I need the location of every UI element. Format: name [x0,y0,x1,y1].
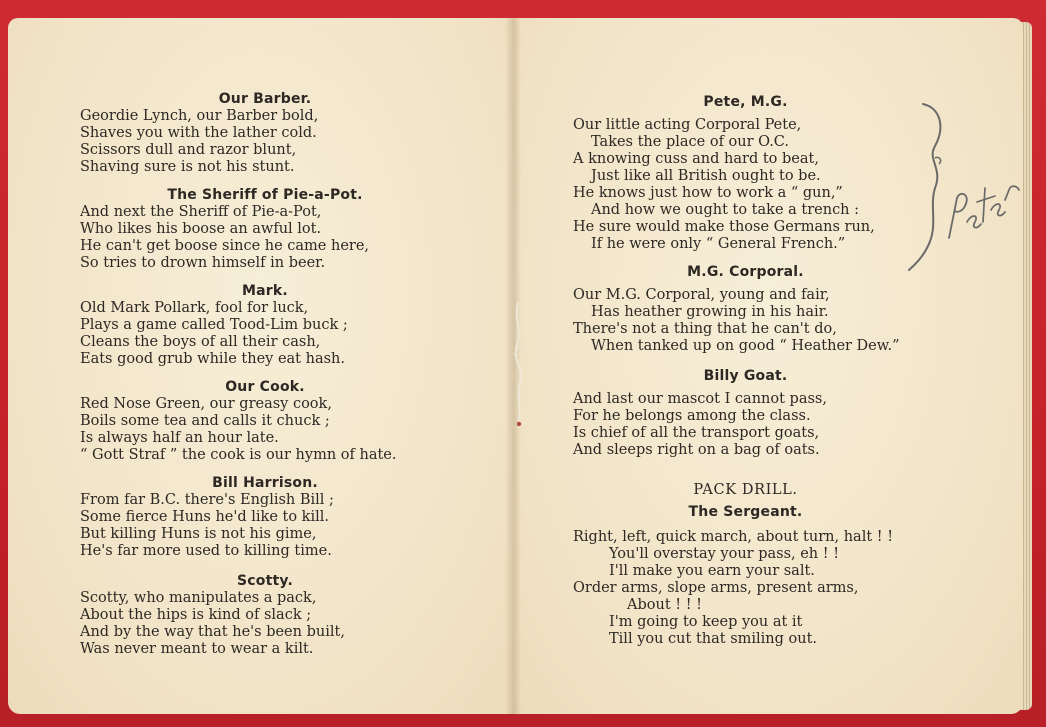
verse-line: About ! ! ! [627,597,702,613]
poem-title: Our Cook. [225,379,305,395]
poem-our-barber [80,90,500,176]
verse-line: Is chief of all the transport goats, [573,425,820,441]
section-title: PACK DRILL. [693,482,798,498]
verse-line: Geordie Lynch, our Barber bold, [80,108,319,124]
poem-verse [80,300,500,368]
verse-line: Eats good grub while they eat hash. [80,351,345,367]
verse-line: He knows just how to work a “ gun,” [573,185,843,201]
verse-line: Old Mark Pollark, fool for luck, [80,300,309,316]
verse-line: You'll overstay your pass, eh ! ! [609,546,840,562]
poem-verse [573,529,993,648]
verse-line: Shaves you with the lather cold. [80,125,317,141]
verse-line: Is always half an hour late. [80,430,279,446]
poem-verse [80,492,500,560]
verse-line: Boils some tea and calls it chuck ; [80,413,330,429]
verse-line: Our M.G. Corporal, young and fair, [573,287,830,303]
verse-line: Plays a game called Tood-Lim buck ; [80,317,348,333]
poem-title: Our Barber. [218,91,312,107]
poem-title: The Sheriff of Pie-a-Pot. [167,187,363,203]
verse-line: A knowing cuss and hard to beat, [573,151,819,167]
verse-line: Cleans the boys of all their cash, [80,334,321,350]
verse-line: Some fierce Huns he'd like to kill. [80,509,329,525]
poem-title: Pete, M.G. [703,94,788,110]
binding-thread [508,300,530,430]
verse-line: And how we ought to take a trench : [591,202,860,218]
verse-line: Order arms, slope arms, present arms, [573,580,859,596]
pencil-signature-image [905,98,1025,278]
poem-title: Scotty. [237,573,293,589]
poem-sheriff [80,186,500,272]
verse-line: But killing Huns is not his gime, [80,526,317,542]
verse-line: If he were only “ General French.” [591,236,846,252]
poem-verse [80,590,500,658]
poem-title: Mark. [242,283,288,299]
verse-line: Scissors dull and razor blunt, [80,142,297,158]
verse-line: And next the Sheriff of Pie-a-Pot, [80,204,322,220]
verse-line: About the hips is kind of slack ; [80,607,312,623]
verse-line: There's not a thing that he can't do, [573,321,837,337]
verse-line: “ Gott Straf ” the cook is our hymn of hate. [80,447,397,463]
poem-our-cook [80,378,500,464]
verse-line: Was never meant to wear a kilt. [80,641,314,657]
poem-bill-harrison [80,474,500,560]
poem-verse [573,391,993,459]
verse-line: From far B.C. there's English Bill ; [80,492,334,508]
verse-line: Shaving sure is not his stunt. [80,159,295,175]
verse-line: He's far more used to killing time. [80,543,332,559]
poem-verse [80,396,500,464]
verse-line: So tries to drown himself in beer. [80,255,326,271]
verse-line: Who likes his boose an awful lot. [80,221,322,237]
poem-mark [80,282,500,368]
poem-scotty [80,572,500,658]
verse-line: When tanked up on good “ Heather Dew.” [591,338,900,354]
poem-title: M.G. Corporal. [687,264,804,280]
poem-verse [80,204,500,272]
verse-line: And by the way that he's been built, [80,624,345,640]
verse-line: He can't get boose since he came here, [80,238,370,254]
left-page [8,18,513,714]
verse-line: Right, left, quick march, about turn, halt ! ! [573,529,894,545]
pack-drill-section [573,481,993,648]
verse-line: Takes the place of our O.C. [591,134,789,150]
poem-billy-goat [573,367,993,459]
verse-line: I'll make you earn your salt. [609,563,815,579]
verse-line: And last our mascot I cannot pass, [573,391,827,407]
verse-line: And sleeps right on a bag of oats. [573,442,820,458]
verse-line: He sure would make those Germans run, [573,219,875,235]
poem-title: Bill Harrison. [212,475,318,491]
verse-line: Scotty, who manipulates a pack, [80,590,317,606]
left-column [80,90,500,658]
poem-verse [80,108,500,176]
verse-line: Our little acting Corporal Pete, [573,117,802,133]
poem-title: The Sergeant. [688,504,803,520]
verse-line: For he belongs among the class. [573,408,811,424]
verse-line: Till you cut that smiling out. [609,631,818,647]
verse-line: I'm going to keep you at it [609,614,803,630]
poem-title: Billy Goat. [703,368,788,384]
verse-line: Red Nose Green, our greasy cook, [80,396,332,412]
verse-line: Has heather growing in his hair. [591,304,829,320]
verse-line: Just like all British ought to be. [591,168,821,184]
poem-verse [573,287,993,355]
